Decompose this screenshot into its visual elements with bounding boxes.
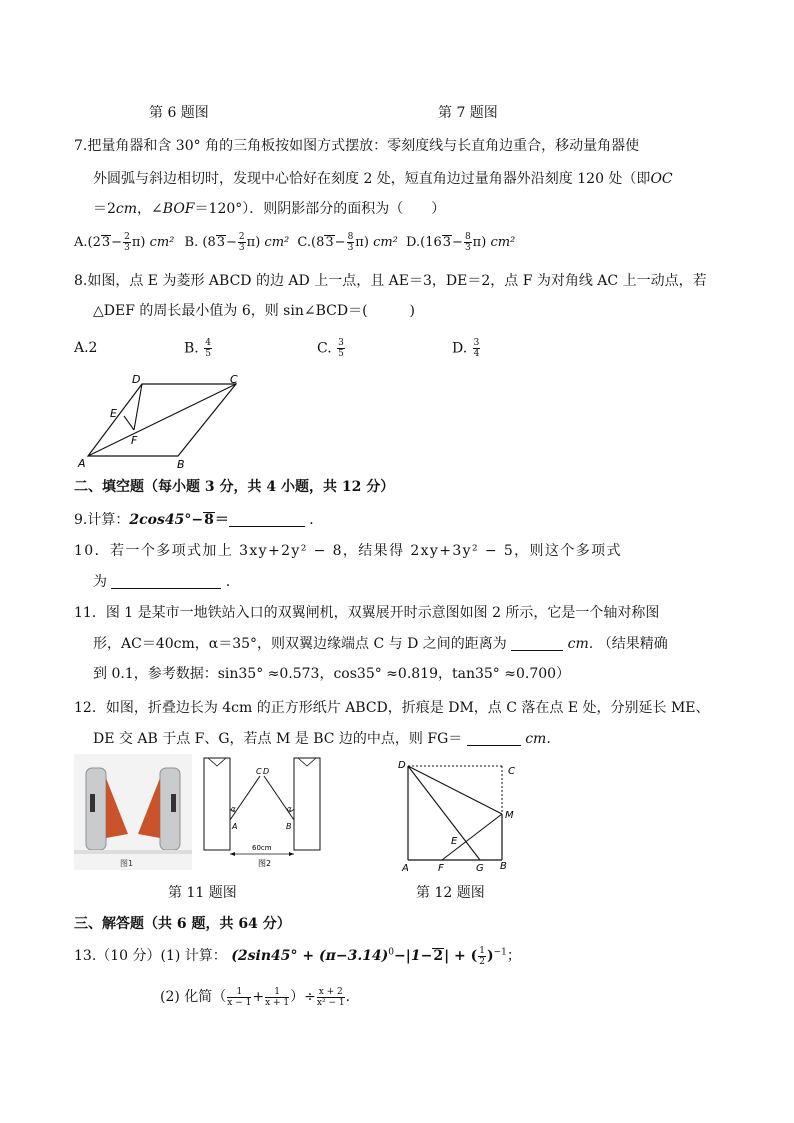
line-dg [408, 766, 480, 860]
label-b: B [177, 458, 185, 471]
right-gate-post [160, 768, 180, 850]
q11-line3: 到 0.1，参考数据：sin35° ≈0.573，cos35° ≈0.819，tan35° ≈0.700） [93, 666, 571, 682]
left-post [204, 758, 230, 850]
gate-schematic-figure [200, 754, 328, 870]
q13-part1: 13.（10 分）(1) 计算： ($2\sin 45^\circ + (\pi-3.14)^0-|1-2|$ + ( $\frac{1}{2}$ )$^{-1}$； [74, 945, 521, 967]
q7-option-b[interactable]: B. (83− $\frac{2}{3}$ π) cm² [184, 232, 290, 253]
q7-options [74, 232, 515, 253]
q12-answer-blank[interactable] [467, 731, 521, 746]
wing-ac [230, 776, 260, 820]
label-alpha-left: α [231, 805, 236, 813]
q11-line1: 11．图 1 是某市一地铁站入口的双翼闸机，双翼展开时示意图如图 2 所示，它是一个轴对称图 [74, 605, 660, 621]
label-a: A [402, 863, 409, 874]
q8-option-d[interactable]: D. $\frac{3}{4}$ [452, 338, 480, 359]
q10-line1: 10．若一个多项式加上 3xy+2y² − 8，结果得 2xy+3y² − 5，则这个多项式 [74, 543, 622, 559]
label-a: A [232, 822, 238, 831]
q8-option-c[interactable]: C. $\frac{3}{5}$ [317, 338, 344, 359]
q10-line2: 为 ． [93, 574, 240, 590]
label-b: B [286, 822, 292, 831]
wing-bd [264, 776, 294, 820]
q7-option-a[interactable]: A.(23− $\frac{2}{3}$ π) cm² [74, 232, 175, 253]
fig1-label: 图1 [120, 859, 134, 868]
q9-answer-blank[interactable] [229, 512, 305, 527]
label-d: D [132, 373, 141, 386]
label-e: E [110, 407, 117, 420]
q9-line: 9.计算：2cos45°−8＝ ． [74, 512, 324, 528]
q8-option-a[interactable]: A.2 [74, 340, 98, 356]
label-f: F [438, 863, 444, 874]
label-f: F [131, 434, 138, 447]
fig11-caption: 第 11 题图 [168, 885, 237, 901]
segment-df [134, 384, 142, 430]
q12-line1: 12．如图，折叠边长为 4cm 的正方形纸片 ABCD，折痕是 DM，点 C 落在点 E 处，分别延长 ME、 [74, 700, 710, 716]
fig12-caption: 第 12 题图 [416, 885, 485, 901]
section2-title: 二、填空题（每小题 3 分，共 4 小题，共 12 分） [74, 479, 395, 495]
segment-ef [124, 416, 134, 430]
label-alpha-right: α [287, 805, 292, 813]
gate-photo-figure [74, 754, 192, 870]
label-d: D [263, 767, 270, 776]
q8-line1: 8.如图，点 E 为菱形 ABCD 的边 AD 上一点，且 AE＝3，DE＝2，点 F 为对角线 AC 上一动点，若 [74, 273, 707, 289]
q13-part2: (2) 化简（ $\frac{1}{x - 1}$ + $\frac{1}{x + 1}$ ）÷ $\frac{x + 2}{\text{x² − 1}}$ . [160, 986, 351, 1008]
rhombus-figure [74, 372, 254, 472]
q11-answer-blank[interactable] [511, 636, 563, 651]
q7-line3: ＝2cm，∠BOF＝120°）．则阴影部分的面积为（ ） [93, 201, 446, 217]
q7-option-d[interactable]: D.(163− $\frac{8}{3}$ π) cm² [406, 232, 516, 253]
diagonal-ac [88, 384, 236, 456]
q12-line2: DE 交 AB 于点 F、G，若点 M 是 BC 边的中点，则 FG＝ cm. [93, 731, 551, 747]
fig2-label: 图2 [258, 859, 272, 868]
label-e: E [451, 836, 458, 847]
right-post [294, 758, 320, 850]
crease-dm [408, 766, 502, 814]
q7-line1: 7.把量角器和含 30° 角的三角板按如图方式摆放：零刻度线与长直角边重合，移动量角器使 [74, 138, 640, 154]
fig6-caption: 第 6 题图 [149, 105, 209, 121]
label-a: A [78, 457, 86, 470]
label-c: C [508, 766, 515, 777]
q7-line2: 外圆弧与斜边相切时，发现中心恰好在刻度 2 处，短直角边过量角器外沿刻度 120 处（即OC [93, 171, 673, 187]
label-c: C [256, 767, 262, 776]
section3-title: 三、解答题（共 6 题，共 64 分） [74, 916, 291, 932]
left-gate-post [86, 768, 106, 850]
width-label: 60cm [252, 844, 272, 852]
fig7-caption: 第 7 题图 [438, 105, 498, 121]
label-c: C [230, 373, 238, 386]
q11-line2: 形，AC＝40cm，α＝35°，则双翼边缘端点 C 与 D 之间的距离为 cm. （结果精确 [93, 636, 668, 652]
q10-answer-blank[interactable] [111, 574, 221, 589]
q8-option-b[interactable]: B. $\frac{4}{5}$ [184, 338, 211, 359]
label-d: D [398, 760, 406, 771]
label-m: M [505, 810, 514, 821]
square-fold-figure [394, 756, 524, 874]
q8-line2: △DEF 的周长最小值为 6，则 sin∠BCD＝( ) [93, 303, 415, 319]
label-g: G [476, 863, 484, 874]
label-b: B [500, 861, 507, 872]
q7-option-c[interactable]: C.(83− $\frac{8}{3}$ π) cm² [297, 232, 398, 253]
